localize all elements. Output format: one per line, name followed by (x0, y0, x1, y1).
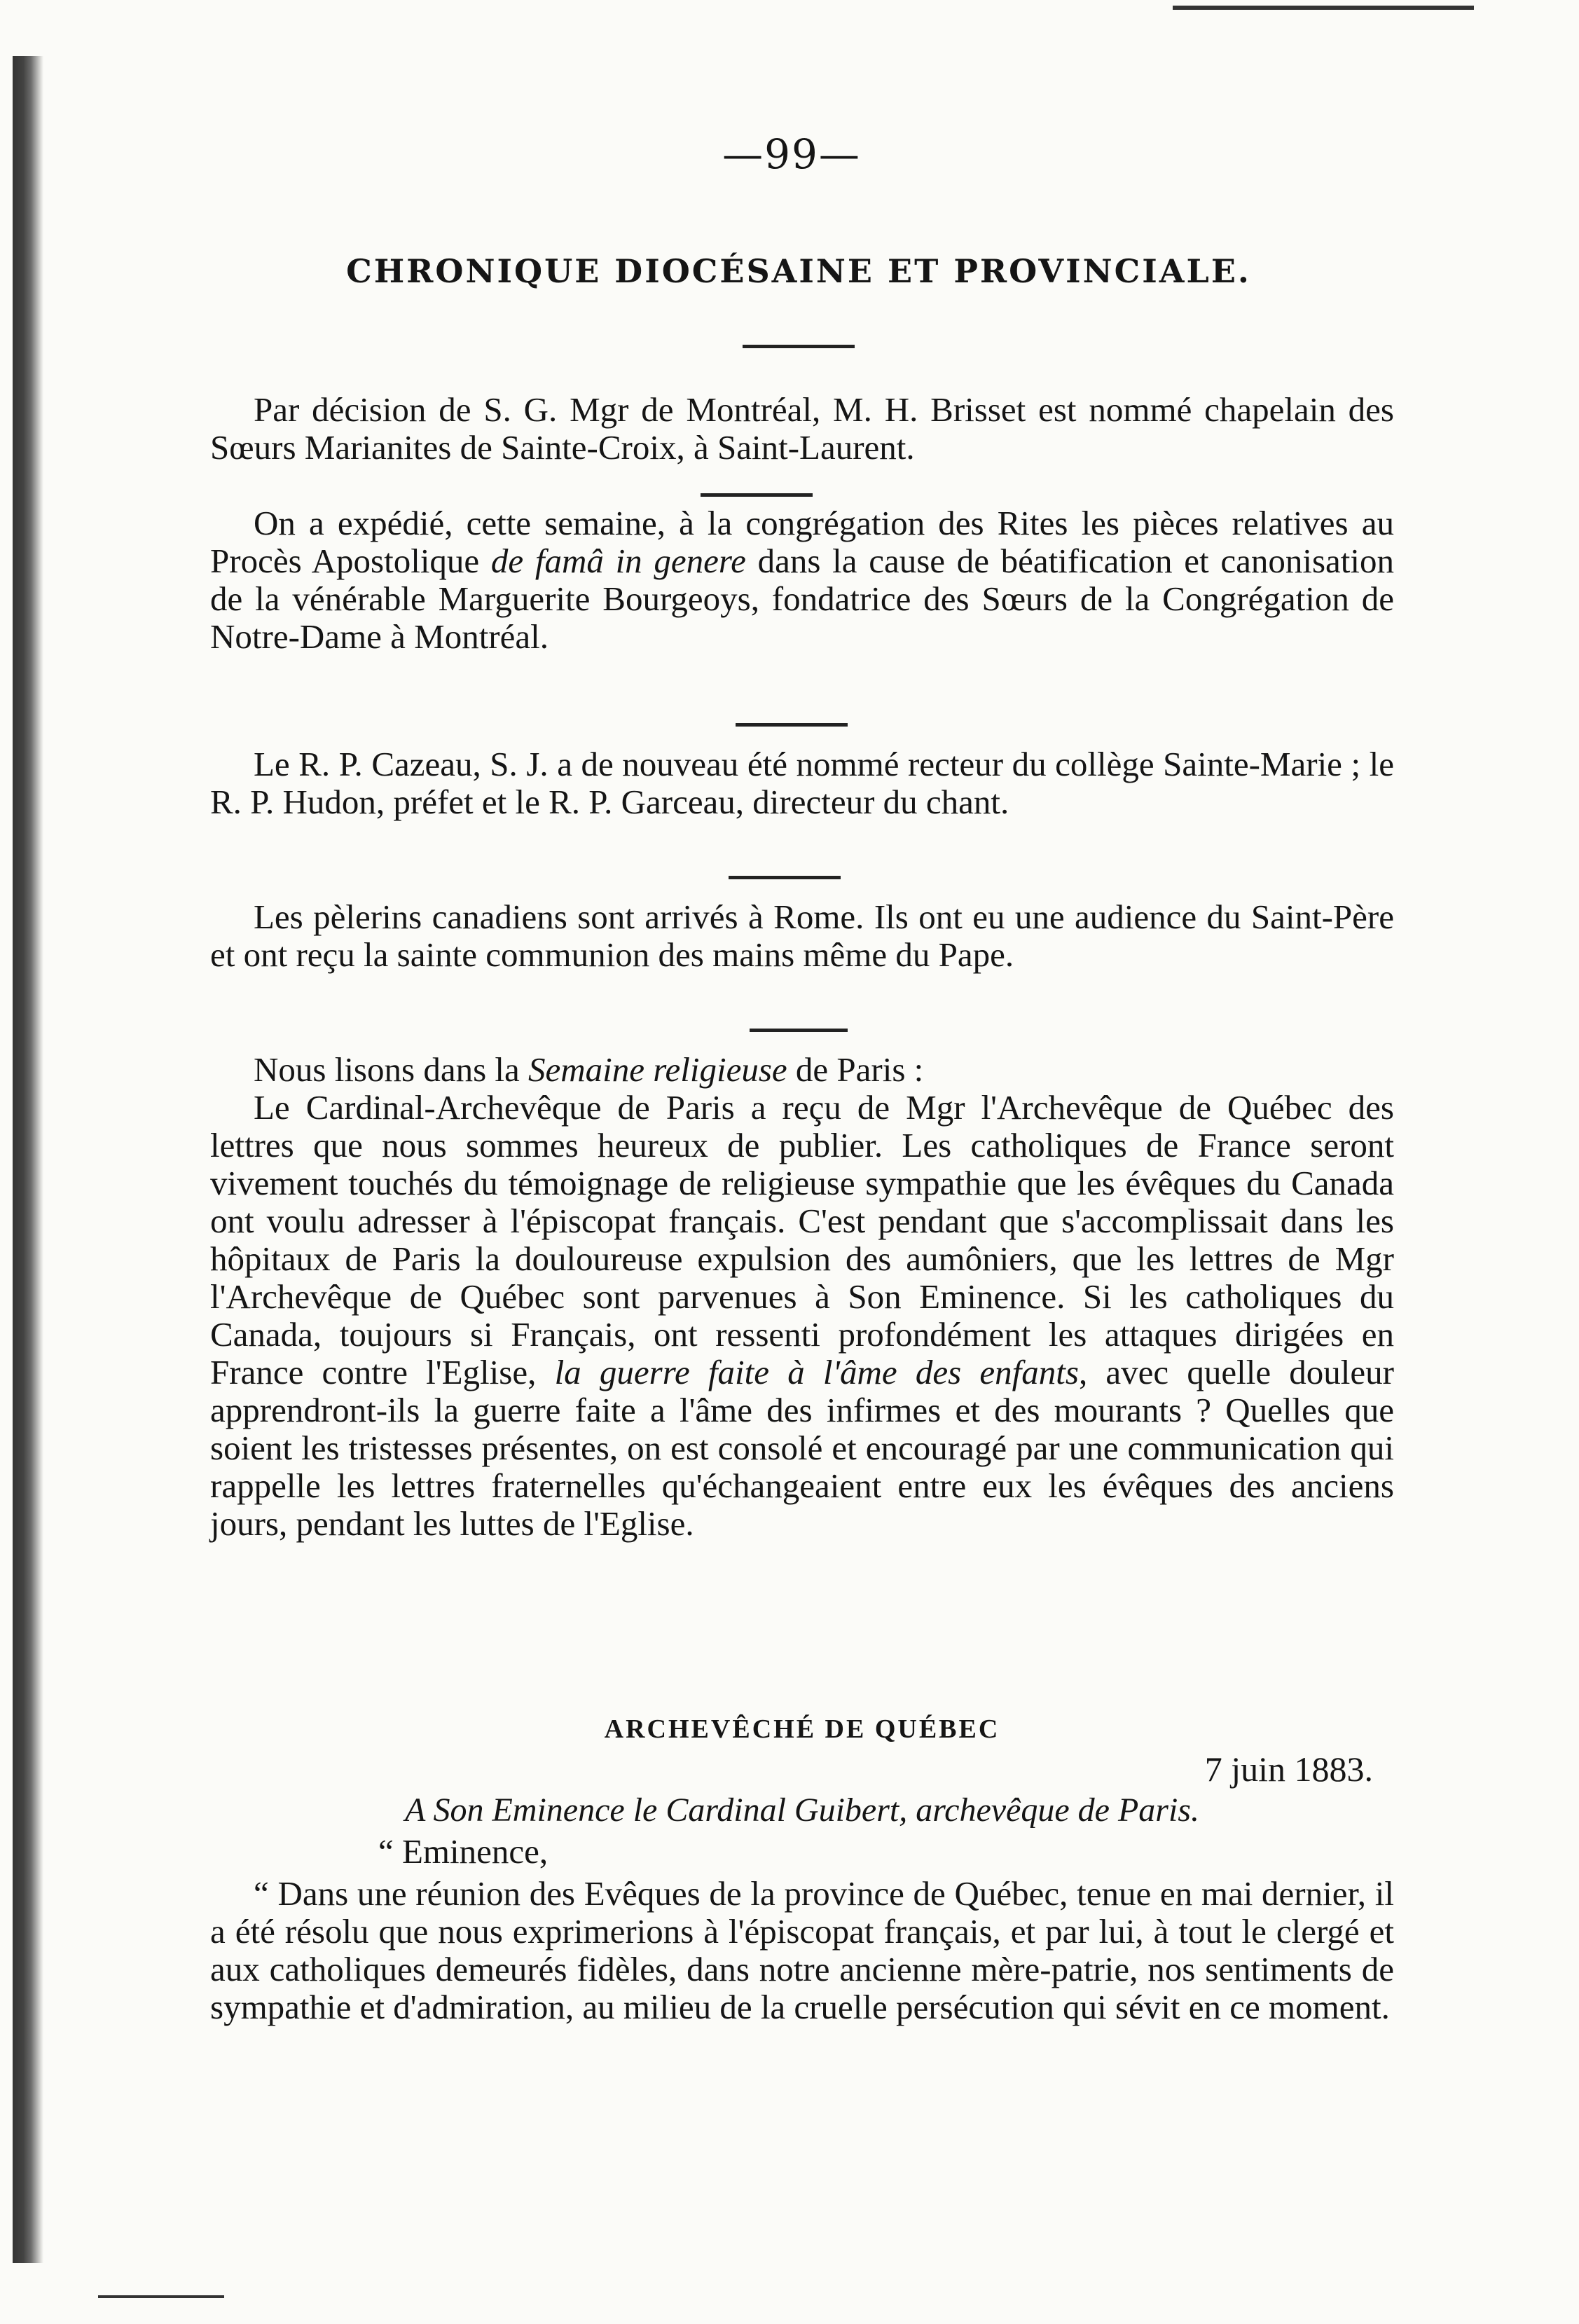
news-item-3: Le R. P. Cazeau, S. J. a de nouveau été nommé recteur du collège Sainte-Marie ; le R. P. Hudon, préfet et le R. P. Garceau, directeur du chant. (210, 745, 1394, 821)
divider-rule (701, 493, 813, 497)
divider-rule (750, 1029, 848, 1032)
letter-header: ARCHEVÊCHÉ DE QUÉBEC (604, 1714, 1000, 1744)
news-item-1: Par décision de S. G. Mgr de Montréal, M. H. Brisset est nommé chapelain des Sœurs Marianites de Sainte-Croix, à Saint-Laurent. (210, 390, 1394, 467)
letter-salutation: “ Eminence, (378, 1832, 549, 1871)
scan-bottom-mark (98, 2295, 224, 2298)
letter-body: “ Dans une réunion des Evêques de la province de Québec, tenue en mai dernier, il a été résolu que nous exprimerions à l'épiscopat français, et par lui, à tout le clergé et aux catholiques demeurés fidèles, dans notre ancienne mère-patrie, nos sentiments de sympathie et d'admiration, au milieu de la cruelle persécution qui sévit en ce moment. (210, 1874, 1394, 2026)
divider-rule (729, 876, 841, 879)
letter-date: 7 juin 1883. (1204, 1749, 1373, 1789)
divider-rule (736, 723, 848, 727)
news-item-4: Les pèlerins canadiens sont arrivés à Rome. Ils ont eu une audience du Saint-Père et ont reçu la sainte communion des mains même du Pape. (210, 898, 1394, 974)
divider-rule (743, 345, 855, 348)
page-number: —99— (722, 130, 861, 178)
section-heading: CHRONIQUE DIOCÉSAINE ET PROVINCIALE. (346, 252, 1251, 290)
scan-binding-shadow (13, 56, 43, 2263)
letter-address: A Son Eminence le Cardinal Guibert, archevêque de Paris. (405, 1792, 1199, 1829)
news-item-2: On a expédié, cette semaine, à la congrégation des Rites les pièces relatives au Procès Apostolique de famâ in genere dans la cause de béatification et canonisation de la vénérable Marguerite Bourgeoys, fondatrice des Sœurs de la Congrégation de Notre-Dame à Montréal. (210, 504, 1394, 656)
scan-top-mark (1173, 6, 1474, 10)
news-item-semaine: Nous lisons dans la Semaine religieuse de Paris : Le Cardinal-Archevêque de Paris a reçu de Mgr l'Archevêque de Québec des lettres que nous sommes heureux de publier. Les catholiques de France seront vivement touchés du témoignage de religieuse sympathie que les évêques du Canada ont voulu adresser à l'épiscopat français. C'est pendant que s'accomplissait dans les hôpitaux de Paris la douloureuse expulsion des aumôniers, que les lettres de Mgr l'Archevêque de Québec sont parvenues à Son Eminence. Si les catholiques du Canada, toujours si Français, ont ressenti profondément les attaques dirigées en France contre l'Eglise, la guerre faite à l'âme des enfants, avec quelle douleur apprendront-ils la guerre faite a l'âme des infirmes et des mourants ? Quelles que soient les tristesses présentes, on est consolé et encouragé par une communication qui rappelle les lettres fraternelles qu'échangeaient entre eux les évêques des anciens jours, pendant les luttes de l'Eglise. (210, 1050, 1394, 1543)
